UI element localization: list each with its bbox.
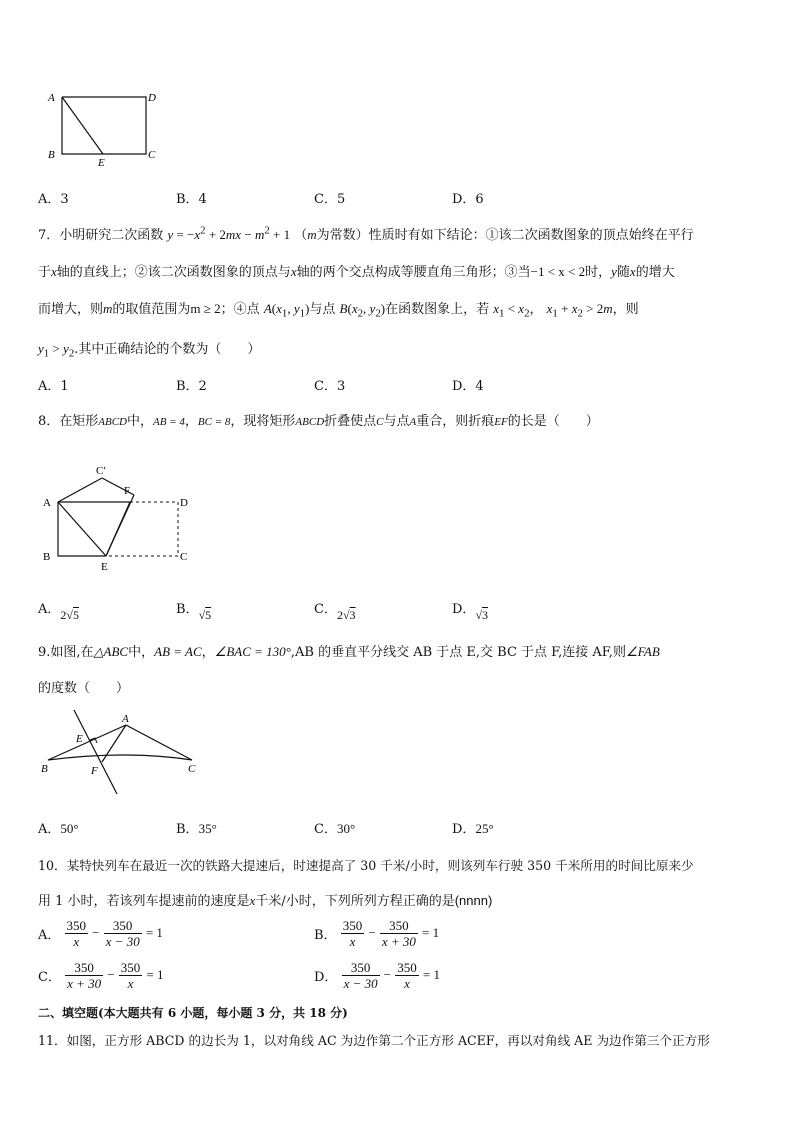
label-a: A [48, 92, 55, 104]
figure-rectangle-abcd [44, 86, 164, 169]
label-c: C [148, 149, 156, 161]
q8-option-b[interactable]: B．√5 [176, 602, 212, 622]
label-f: F [91, 765, 98, 777]
label-e: E [98, 157, 105, 169]
q7-option-c[interactable]: C．3 [314, 379, 346, 394]
q9-option-a[interactable]: A．50° [38, 821, 79, 837]
q7-line-4: $y_1 > y_2$.其中正确结论的个数为（ ） [38, 341, 261, 360]
label-b: B [43, 551, 51, 563]
cond-sum: $x_1 + x_2 > 2m$ [546, 301, 613, 320]
q10-option-a[interactable]: A． $\frac{350}{x}$ − $\frac{350}{x - 30}$ = 1 [38, 918, 163, 949]
cond-y1-gt-y2: $y_1 > y_2$ [38, 341, 75, 360]
point-b: $B(x_2$, $y_2$) [339, 301, 386, 320]
label-c-prime: C′ [96, 465, 106, 477]
q7-line-2: 于x轴的直线上；②该二次函数图象的顶点与x轴的两个交点构成等腰直角三角形；③当−1 < x < 2时，y随x的增大 [38, 264, 675, 280]
q8-option-c[interactable]: C．2√3 [314, 602, 356, 622]
q7-option-d[interactable]: D．4 [452, 379, 484, 394]
q9-option-d[interactable]: D．25° [452, 821, 494, 837]
figure-fold-rectangle [38, 465, 198, 573]
section-heading: 二、填空题(本大题共有 6 小题，每小题 3 分，共 18 分) [38, 1006, 348, 1020]
label-f: F [124, 485, 131, 497]
label-c: C [180, 551, 188, 563]
q8-option-a[interactable]: A．2√5 [38, 602, 79, 622]
q9-line-1: 9.如图,在△ABC中，AB = AC，∠BAC = 130°,AB 的垂直平分线交 AB 于点 E,交 BC 于点 F,连接 AF,则∠FAB [38, 644, 660, 660]
label-a: A [122, 713, 129, 725]
label-b: B [48, 149, 55, 161]
q6-option-a[interactable]: A．3 [38, 192, 69, 207]
label-e: E [76, 733, 83, 745]
figure-triangle-abc [36, 706, 206, 798]
label-d: D [148, 92, 156, 104]
point-a: $A(x_1$, $y_1$) [263, 301, 310, 320]
q9-line-2: 的度数（ ） [38, 681, 130, 696]
q10-line-1: 10．某特快列车在最近一次的铁路大提速后，时速提高了 30 千米/小时，则该列车行驶 350 千米所用的时间比原来少 [38, 858, 694, 873]
q7-option-a[interactable]: A．1 [38, 379, 69, 394]
q9-option-b[interactable]: B．35° [176, 821, 217, 837]
q10-option-d[interactable]: D． $\frac{350}{x - 30}$ − $\frac{350}{x}$ = 1 [314, 960, 440, 991]
label-a: A [43, 497, 51, 509]
q6-option-c[interactable]: C．5 [314, 192, 346, 207]
q9-option-c[interactable]: C．30° [314, 821, 356, 837]
label-d: D [180, 497, 188, 509]
q6-option-d[interactable]: D．6 [452, 192, 484, 207]
q7-line-3: 而增大，则m的取值范围为m ≥ 2；④点 $A(x_1$, $y_1$)与点 $B(x_2$, $y_2$)在函数图象上，若 $x_1 < x_2$， $x_1 + x_2 > 2m$，则 [38, 301, 639, 320]
q10-option-c[interactable]: C． $\frac{350}{x + 30}$ − $\frac{350}{x}$ = 1 [38, 960, 164, 991]
q7-option-b[interactable]: B．2 [176, 379, 207, 394]
q7-function: $y = -x^2 + 2mx - m^2 + 1$ [167, 224, 291, 242]
cond-x1-lt-x2: $x_1 < x_2$ [493, 301, 530, 320]
q10-option-b[interactable]: B． $\frac{350}{x}$ − $\frac{350}{x + 30}$ = 1 [314, 918, 440, 949]
q8-line-1: 8．在矩形ABCD中，AB = 4，BC = 8，现将矩形ABCD折叠使点C与点A重合，则折痕EF的长是（ ） [38, 414, 599, 429]
q7-line-1: 7．小明研究二次函数 $y = -x^2 + 2mx - m^2 + 1$ （m为常数）性质时有如下结论：①该二次函数图象的顶点始终在平行 [38, 224, 694, 243]
q8-option-d[interactable]: D．√3 [452, 602, 489, 622]
q6-option-b[interactable]: B．4 [176, 192, 207, 207]
q11-line-1: 11．如图，正方形 ABCD 的边长为 1，以对角线 AC 为边作第二个正方形 ACEF，再以对角线 AE 为边作第三个正方形 [38, 1033, 710, 1048]
label-c: C [188, 763, 196, 775]
q10-line-2: 用 1 小时，若该列车提速前的速度是x千米/小时，下列所列方程正确的是(nnnn) [38, 893, 493, 909]
label-e: E [101, 561, 108, 573]
label-b: B [41, 763, 48, 775]
